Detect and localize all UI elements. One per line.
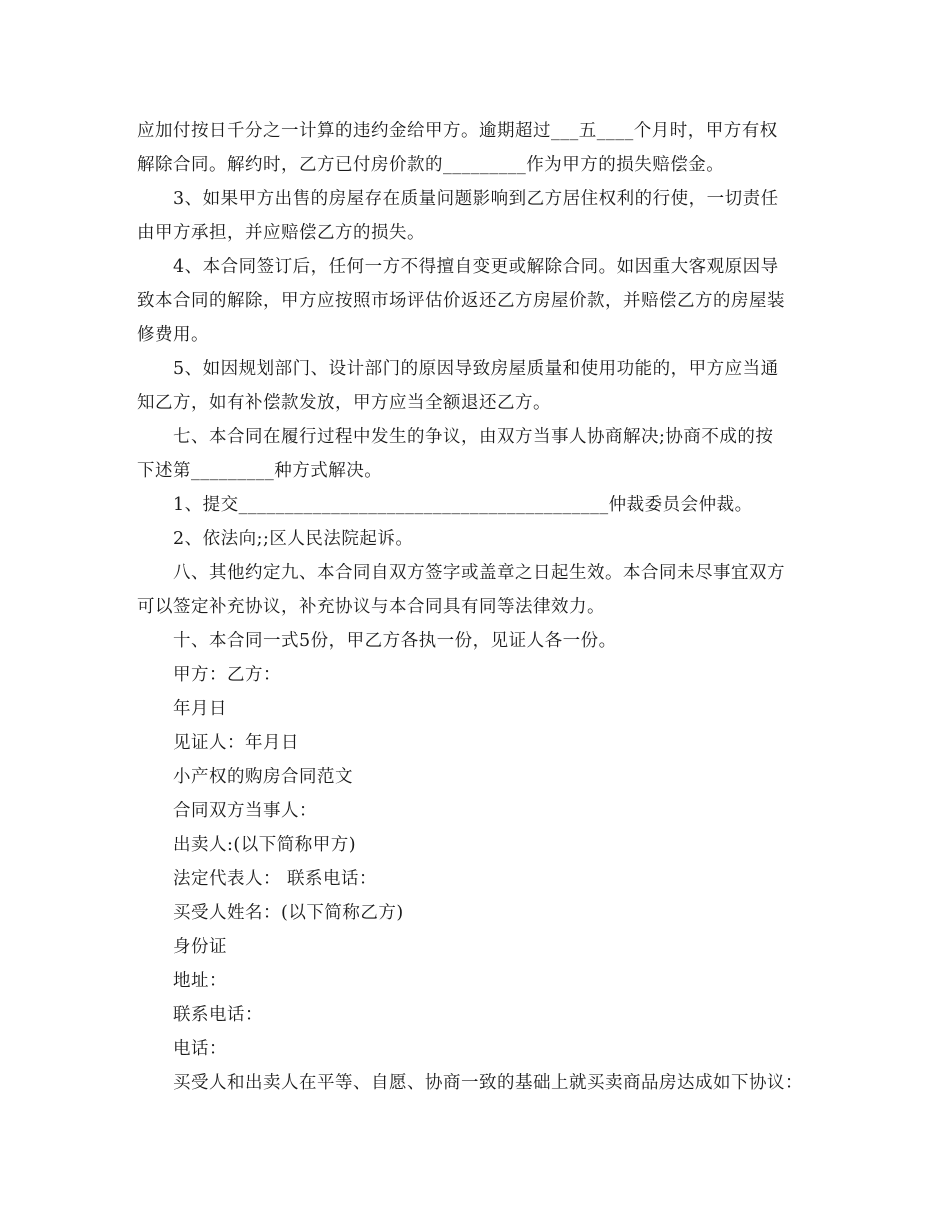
- document-line: 由甲方承担，并应赔偿乙方的损失。: [137, 223, 425, 243]
- document-line: 1、提交________________________________________仲裁委员会仲裁。: [173, 495, 753, 515]
- document-line: 出卖人:(以下简称甲方): [173, 835, 357, 855]
- document-line: 年月日: [173, 699, 227, 719]
- document-line: 十、本合同一式5份，甲乙方各执一份，见证人各一份。: [173, 631, 617, 651]
- document-line: 买受人和出卖人在平等、自愿、协商一致的基础上就买卖商品房达成如下协议：: [173, 1073, 803, 1093]
- document-line: 知乙方，如有补偿款发放，甲方应当全额退还乙方。: [137, 393, 551, 413]
- document-line: 法定代表人： 联系电话：: [173, 869, 378, 889]
- document-line: 甲方：乙方：: [173, 665, 281, 685]
- document-line: 下述第_________种方式解决。: [137, 461, 383, 481]
- document-line: 八、其他约定九、本合同自双方签字或盖章之日起生效。本合同未尽事宜双方: [173, 563, 785, 583]
- document-body: [137, 114, 827, 1100]
- document-line: 可以签定补充协议，补充协议与本合同具有同等法律效力。: [137, 597, 605, 617]
- document-line: 联系电话：: [173, 1005, 263, 1025]
- document-line: 应加付按日千分之一计算的违约金给甲方。逾期超过___五____个月时，甲方有权: [137, 121, 778, 141]
- document-line: 七、本合同在履行过程中发生的争议，由双方当事人协商解决;协商不成的按: [173, 427, 774, 447]
- document-line: 2、依法向;;区人民法院起诉。: [173, 529, 414, 549]
- document-line: 身份证: [173, 937, 227, 957]
- document-line: 解除合同。解约时，乙方已付房价款的_________作为甲方的损失赔偿金。: [137, 155, 725, 175]
- document-line: 小产权的购房合同范文: [173, 767, 353, 787]
- document-line: 买受人姓名：(以下简称乙方): [173, 903, 404, 923]
- document-line: 致本合同的解除，甲方应按照市场评估价返还乙方房屋价款，并赔偿乙方的房屋装: [137, 291, 785, 311]
- document-line: 4、本合同签订后，任何一方不得擅自变更或解除合同。如因重大客观原因导: [173, 257, 779, 277]
- document-line: 合同双方当事人：: [173, 801, 317, 821]
- document-line: 5、如因规划部门、设计部门的原因导致房屋质量和使用功能的，甲方应当通: [173, 359, 779, 379]
- document-line: 地址：: [173, 971, 227, 991]
- document-line: 修费用。: [137, 325, 209, 345]
- document-line: 电话：: [173, 1039, 227, 1059]
- document-line: 3、如果甲方出售的房屋存在质量问题影响到乙方居住权利的行使，一切责任: [173, 189, 779, 209]
- document-line: 见证人：年月日: [173, 733, 299, 753]
